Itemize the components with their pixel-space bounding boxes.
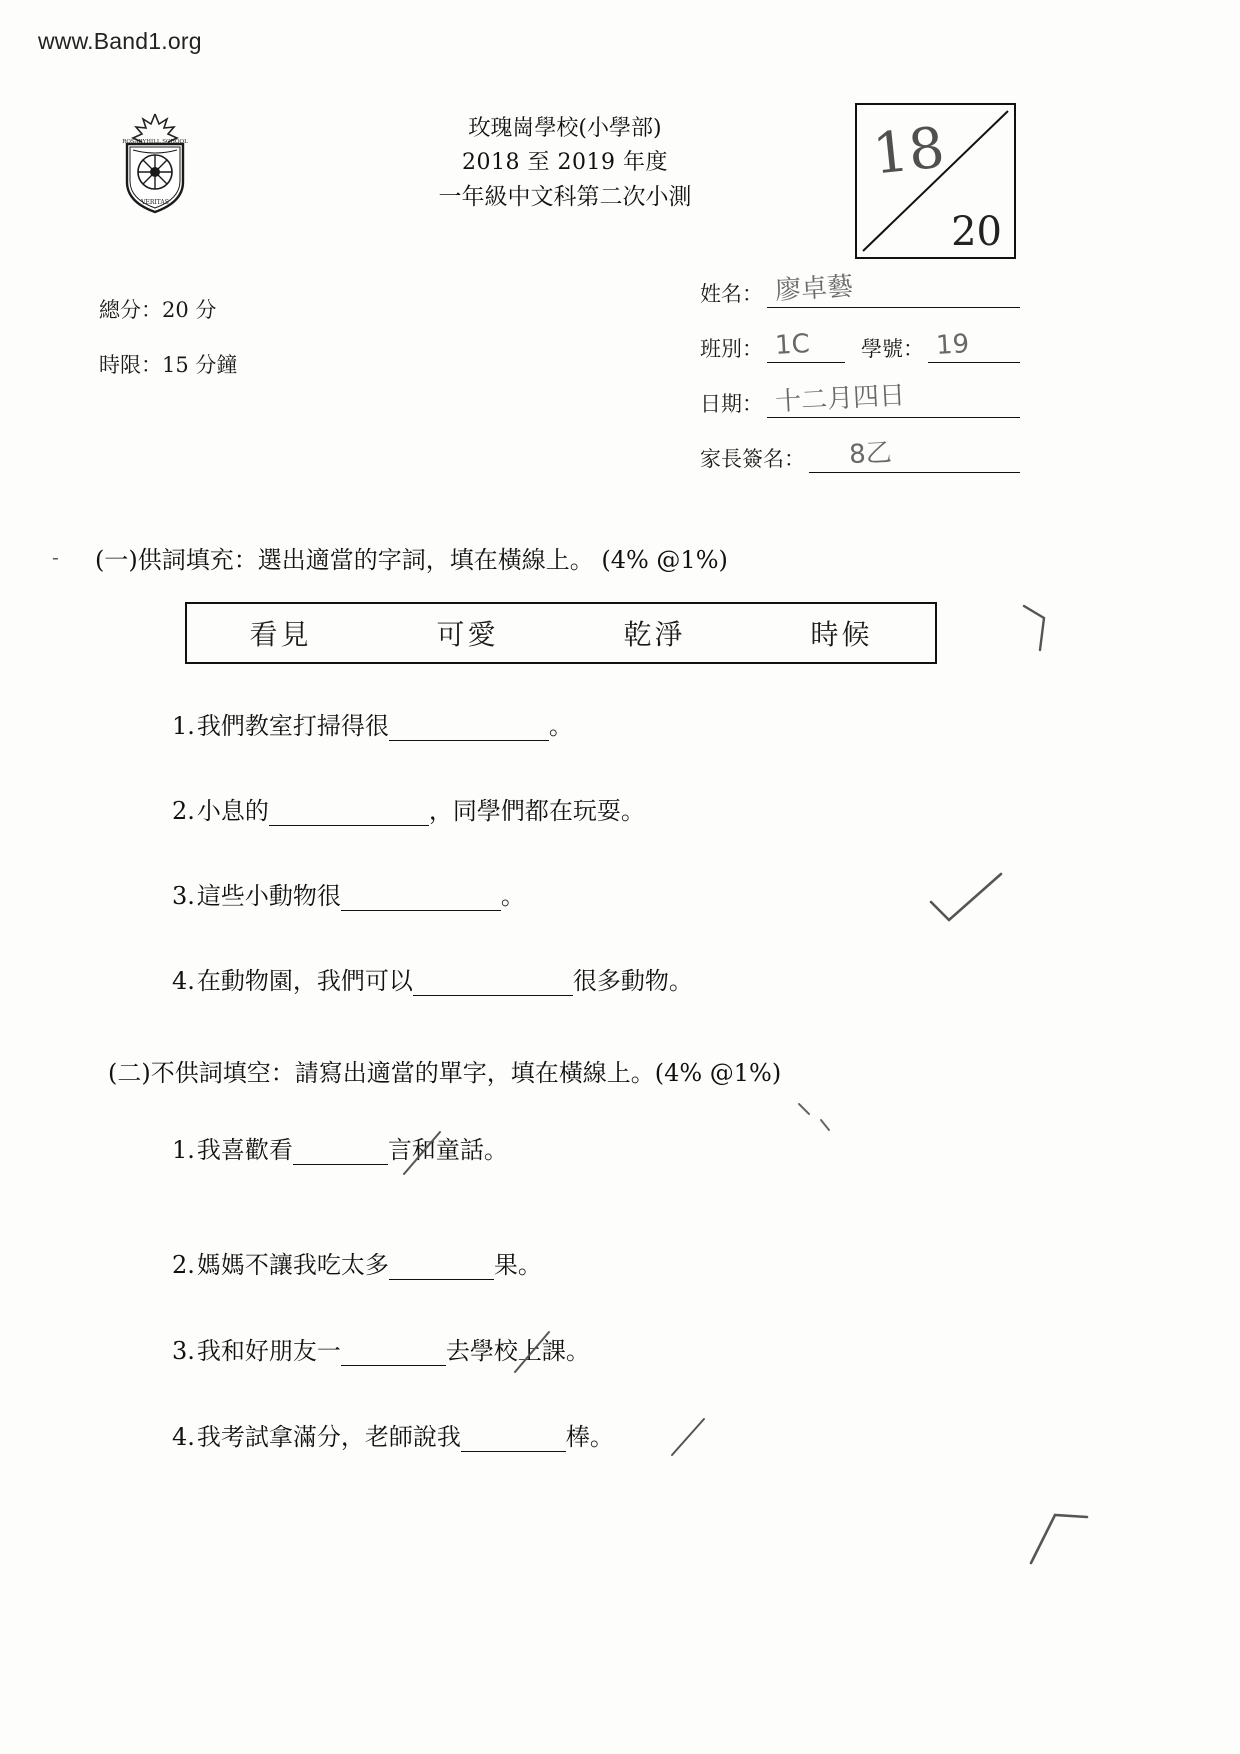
section-2-heading: (二)不供詞填空：請寫出適當的單字，填在橫線上。(4% @1%) bbox=[108, 1059, 782, 1087]
word-bank bbox=[185, 602, 937, 664]
section-1-question-1 bbox=[172, 712, 573, 741]
question-text-before: 媽媽不讓我吃太多 bbox=[196, 1251, 389, 1279]
name-handwritten-value: 廖卓藝 bbox=[774, 271, 854, 307]
answer-blank[interactable] bbox=[341, 1343, 446, 1366]
name-input[interactable] bbox=[767, 271, 1020, 308]
question-text-after: 果。 bbox=[493, 1251, 542, 1279]
total-marks-label: 總分：20 分 bbox=[99, 298, 217, 322]
student-no-label: 學號： bbox=[861, 337, 924, 361]
question-number: 1. bbox=[172, 1136, 195, 1164]
question-text-after: 去學校上課。 bbox=[445, 1337, 590, 1365]
answer-blank[interactable] bbox=[389, 718, 549, 741]
pen-stray-marks-icon bbox=[795, 1100, 845, 1150]
section-2-question-4 bbox=[172, 1423, 614, 1452]
svg-text:ROSARYHILL SCHOOL: ROSARYHILL SCHOOL bbox=[122, 139, 188, 145]
answer-blank[interactable] bbox=[413, 973, 573, 996]
class-handwritten-value: 1C bbox=[774, 329, 811, 361]
word-bank-item: 時候 bbox=[810, 618, 873, 651]
section-1-question-3 bbox=[172, 882, 525, 911]
answer-stroke-q1-icon bbox=[398, 1130, 458, 1190]
name-field-row bbox=[700, 271, 1020, 308]
question-text-before: 小息的 bbox=[196, 797, 269, 825]
answer-blank[interactable] bbox=[389, 1257, 494, 1280]
parent-signature-input[interactable] bbox=[809, 437, 1020, 473]
date-input[interactable] bbox=[767, 380, 1020, 418]
date-handwritten-value: 十二月四日 bbox=[774, 380, 906, 418]
school-crest-icon bbox=[113, 110, 197, 216]
word-bank-item: 可愛 bbox=[436, 618, 499, 651]
student-no-handwritten-value: 19 bbox=[935, 329, 970, 361]
question-number: 3. bbox=[172, 882, 195, 910]
class-label: 班別： bbox=[700, 337, 763, 361]
tick-mark-middle-right-icon bbox=[925, 870, 1015, 930]
question-text-after: 很多動物。 bbox=[572, 967, 693, 995]
class-input[interactable] bbox=[767, 329, 845, 363]
exam-meta-left bbox=[99, 283, 237, 392]
parent-signature-label: 家長簽名： bbox=[700, 447, 805, 471]
section-2-question-2 bbox=[172, 1251, 542, 1280]
site-url-watermark: www.Band1.org bbox=[38, 28, 202, 54]
word-bank-item: 看見 bbox=[249, 618, 312, 651]
score-total: 20 bbox=[951, 209, 1002, 255]
answer-blank[interactable] bbox=[461, 1429, 566, 1452]
date-row bbox=[700, 380, 1020, 418]
time-limit-label: 時限：15 分鐘 bbox=[99, 352, 238, 377]
question-text-after: 棒。 bbox=[565, 1423, 614, 1451]
answer-blank[interactable] bbox=[341, 888, 501, 911]
score-box bbox=[855, 103, 1016, 259]
question-number: 4. bbox=[172, 1423, 195, 1451]
tick-mark-top-right-icon bbox=[1020, 600, 1080, 660]
word-bank-item: 乾淨 bbox=[623, 618, 686, 651]
question-text-after: 。 bbox=[548, 712, 573, 740]
question-text-before: 我們教室打掃得很 bbox=[196, 712, 389, 740]
school-name: 玫瑰崗學校(小學部) bbox=[468, 116, 662, 141]
academic-year: 2018 至 2019 年度 bbox=[462, 150, 668, 176]
question-number: 3. bbox=[172, 1337, 195, 1365]
question-text-before: 我喜歡看 bbox=[196, 1136, 293, 1164]
question-text-before: 在動物園，我們可以 bbox=[196, 967, 413, 995]
svg-text:VERITAS: VERITAS bbox=[141, 199, 169, 206]
question-text-before: 我考試拿滿分，老師說我 bbox=[196, 1423, 461, 1451]
name-label: 姓名： bbox=[700, 282, 763, 306]
section-1-question-4 bbox=[172, 967, 693, 996]
question-text-after: 。 bbox=[500, 882, 525, 910]
class-number-row bbox=[700, 329, 1020, 363]
question-number: 2. bbox=[172, 1251, 195, 1279]
question-text-before: 這些小動物很 bbox=[196, 882, 341, 910]
answer-stroke-q4-icon bbox=[660, 1415, 730, 1475]
margin-dash-mark: - bbox=[52, 545, 59, 569]
handwritten-score: 18 bbox=[869, 115, 948, 188]
question-text-before: 我和好朋友一 bbox=[196, 1337, 341, 1365]
exam-title: 一年級中文科第二次小測 bbox=[438, 184, 692, 211]
question-text-after: 言和童話。 bbox=[387, 1136, 508, 1164]
parent-signature-row bbox=[700, 437, 1020, 473]
answer-blank[interactable] bbox=[269, 803, 429, 826]
question-number: 1. bbox=[172, 712, 195, 740]
exam-header bbox=[330, 112, 800, 216]
section-1-heading: (一)供詞填充：選出適當的字詞，填在橫線上。 (4% @1%) bbox=[95, 546, 728, 574]
question-number: 4. bbox=[172, 967, 195, 995]
student-no-input[interactable] bbox=[928, 329, 1020, 363]
question-number: 2. bbox=[172, 797, 195, 825]
parent-signature-handwritten-value: 8乙 bbox=[848, 437, 893, 471]
question-text-after: ，同學們都在玩耍。 bbox=[428, 797, 645, 825]
section-1-question-2 bbox=[172, 797, 645, 826]
tick-mark-bottom-right-icon bbox=[1025, 1505, 1095, 1575]
answer-stroke-q3-icon bbox=[505, 1330, 565, 1390]
date-label: 日期： bbox=[700, 392, 763, 416]
answer-blank[interactable] bbox=[293, 1142, 388, 1165]
exam-meta-right bbox=[700, 271, 1020, 498]
